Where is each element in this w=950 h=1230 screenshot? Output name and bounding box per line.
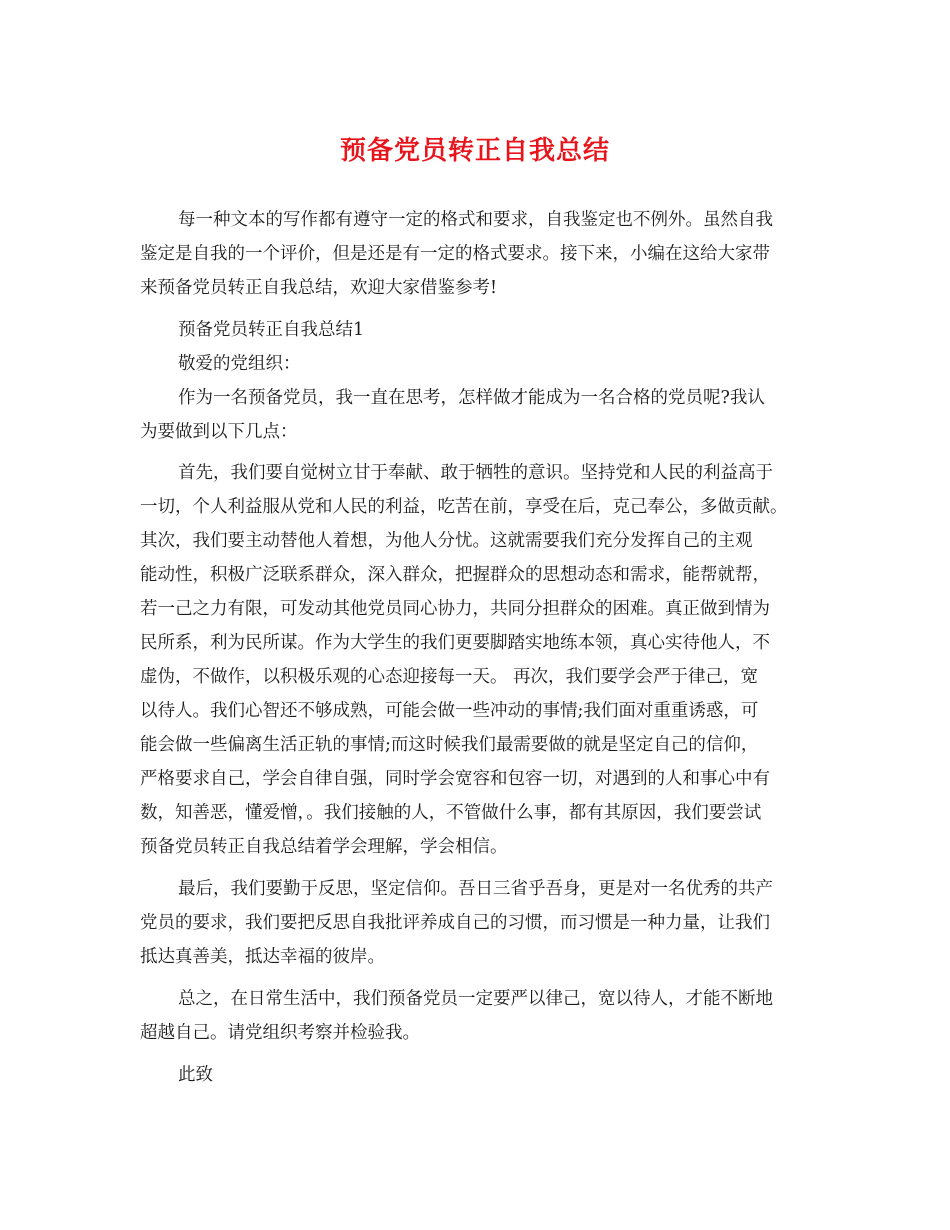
body-line: 党员的要求，我们要把反思自我批评养成自己的习惯，而习惯是一种力量，让我们	[140, 913, 770, 933]
body-line: 数，知善恶，懂爱憎，。我们接触的人，不管做什么事，都有其原因，我们要尝试	[140, 803, 762, 823]
body-line: 作为一名预备党员，我一直在思考，怎样做才能成为一名合格的党员呢?我认	[178, 388, 765, 408]
body-line: 首先，我们要自觉树立甘于奉献、敢于牺牲的意识。坚持党和人民的利益高于	[178, 463, 773, 483]
body-line: 抵达真善美，抵达幸福的彼岸。	[140, 947, 385, 967]
body-line: 最后，我们要勤于反思，坚定信仰。吾日三省乎吾身，更是对一名优秀的共产	[178, 879, 773, 899]
body-line: 民所系，利为民所谋。作为大学生的我们更要脚踏实地练本领，真心实待他人，不	[140, 633, 770, 653]
body-line: 虚伪，不做作，以积极乐观的心态迎接每一天。 再次，我们要学会严于律己，宽	[140, 667, 759, 687]
body-line: 来预备党员转正自我总结，欢迎大家借鉴参考!	[140, 278, 498, 298]
section-heading: 预备党员转正自我总结1	[178, 320, 365, 340]
body-line: 为要做到以下几点：	[140, 422, 298, 442]
body-line: 能动性，积极广泛联系群众，深入群众，把握群众的思想动态和需求，能帮就帮，	[140, 565, 770, 585]
body-line: 预备党员转正自我总结着学会理解，学会相信。	[140, 837, 508, 857]
body-line: 每一种文本的写作都有遵守一定的格式和要求，自我鉴定也不例外。虽然自我	[178, 210, 773, 230]
body-line: 超越自己。请党组织考察并检验我。	[140, 1023, 420, 1043]
closing-line: 此致	[178, 1065, 213, 1085]
body-line: 其次，我们要主动替他人着想，为他人分忧。这就需要我们充分发挥自己的主观	[140, 531, 753, 551]
body-line: 严格要求自己，学会自律自强，同时学会宽容和包容一切，对遇到的人和事心中有	[140, 769, 770, 789]
document-title: 预备党员转正自我总结	[339, 136, 610, 166]
body-line: 能会做一些偏离生活正轨的事情;而这时候我们最需要做的就是坚定自己的信仰，	[140, 735, 759, 755]
body-line: 以待人。我们心智还不够成熟，可能会做一些冲动的事情;我们面对重重诱惑，可	[140, 701, 759, 721]
body-line: 若一己之力有限，可发动其他党员同心协力，共同分担群众的困难。真正做到情为	[140, 599, 770, 619]
body-line: 总之，在日常生活中，我们预备党员一定要严以律己，宽以待人，才能不断地	[178, 989, 773, 1009]
body-line: 鉴定是自我的一个评价，但是还是有一定的格式要求。接下来，小编在这给大家带	[140, 244, 770, 264]
salutation: 敬爱的党组织：	[178, 354, 301, 374]
body-line: 一切，个人利益服从党和人民的利益，吃苦在前，享受在后，克己奉公，多做贡献。	[140, 497, 788, 517]
